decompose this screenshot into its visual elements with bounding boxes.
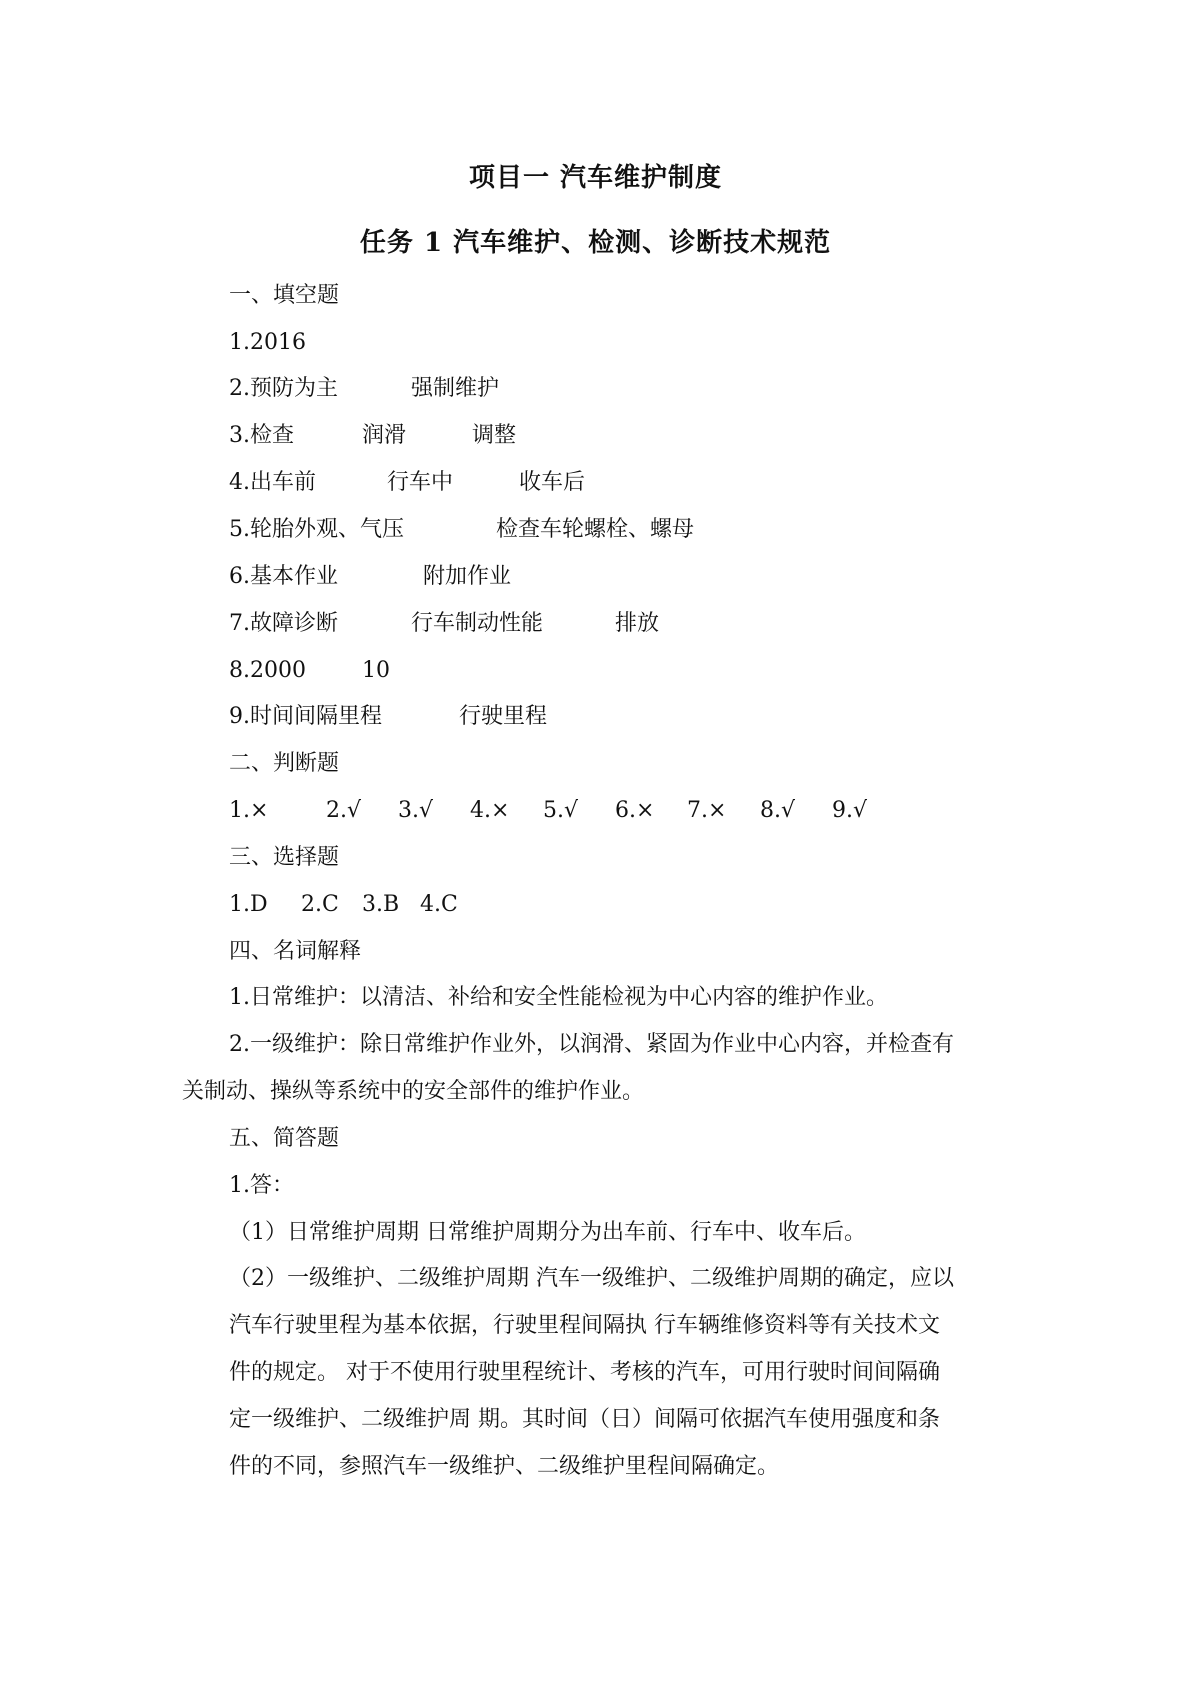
fill-in-answer-7-part-1: 7.故障诊断 bbox=[229, 611, 338, 636]
fill-in-answer-4-part-2: 行车中 bbox=[387, 470, 454, 495]
term-definition-2-line-2: 关制动、操纵等系统中的安全部件的维护作业。 bbox=[182, 1079, 645, 1104]
answer-paragraph-2-line-2: 汽车行驶里程为基本依据，行驶里程间隔执 行车辆维修资料等有关技术文 bbox=[229, 1313, 940, 1338]
answer-paragraph-2-line-1: （2）一级维护、二级维护周期 汽车一级维护、二级维护周期的确定，应以 bbox=[229, 1266, 954, 1291]
term-definition-1: 1.日常维护：以清洁、补给和安全性能检视为中心内容的维护作业。 bbox=[229, 985, 888, 1010]
fill-in-answer-3-part-3: 调整 bbox=[472, 423, 517, 448]
choice-answer-3: 3.B bbox=[362, 892, 400, 917]
section-heading-fill-in: 一、填空题 bbox=[229, 283, 340, 308]
fill-in-answer-5-part-2: 检查车轮螺栓、螺母 bbox=[496, 517, 695, 542]
true-false-answer-9: 9.√ bbox=[832, 798, 868, 823]
true-false-answer-6: 6.× bbox=[615, 798, 655, 823]
true-false-answer-3: 3.√ bbox=[398, 798, 434, 823]
fill-in-answer-5-part-1: 5.轮胎外观、气压 bbox=[229, 517, 404, 542]
section-heading-terms: 四、名词解释 bbox=[229, 939, 362, 964]
true-false-answer-8: 8.√ bbox=[760, 798, 796, 823]
fill-in-answer-1 bbox=[229, 328, 306, 358]
true-false-answer-1: 1.× bbox=[229, 798, 269, 823]
fill-in-answer-4-part-1: 4.出车前 bbox=[229, 470, 316, 495]
fill-in-answer-7-part-3: 排放 bbox=[615, 611, 660, 636]
fill-in-answer-8-part-2: 10 bbox=[362, 658, 390, 683]
choice-answer-1: 1.D bbox=[229, 892, 268, 917]
fill-in-answer-9-part-2: 行驶里程 bbox=[459, 704, 548, 729]
term-definition-2-line-1: 2.一级维护：除日常维护作业外，以润滑、紧固为作业中心内容，并检查有 bbox=[229, 1032, 954, 1057]
section-heading-true-false: 二、判断题 bbox=[229, 751, 340, 776]
answer-paragraph-1: （1）日常维护周期 日常维护周期分为出车前、行车中、收车后。 bbox=[229, 1220, 866, 1245]
fill-in-answer-6-part-1: 6.基本作业 bbox=[229, 564, 338, 589]
answer-paragraph-2-line-4: 定一级维护、二级维护周 期。其时间（日）间隔可依据汽车使用强度和条 bbox=[229, 1407, 940, 1432]
answer-paragraph-2-line-3: 件的规定。 对于不使用行驶里程统计、考核的汽车，可用行驶时间间隔确 bbox=[229, 1360, 940, 1385]
section-heading-short-answer: 五、简答题 bbox=[229, 1126, 340, 1151]
true-false-answer-5: 5.√ bbox=[543, 798, 579, 823]
choice-answer-2: 2.C bbox=[301, 892, 339, 917]
answer-label: 1.答： bbox=[229, 1173, 294, 1198]
fill-in-answer-2-part-1: 2.预防为主 bbox=[229, 376, 338, 401]
fill-in-answer-8-part-1: 8.2000 bbox=[229, 658, 306, 683]
true-false-answer-2: 2.√ bbox=[326, 798, 362, 823]
fill-in-answer-4-part-3: 收车后 bbox=[519, 470, 586, 495]
true-false-answer-7: 7.× bbox=[687, 798, 727, 823]
subtitle: 任务 1 汽车维护、检测、诊断技术规范 bbox=[359, 228, 832, 258]
choice-answer-4: 4.C bbox=[420, 892, 458, 917]
section-heading-choice: 三、选择题 bbox=[229, 845, 340, 870]
fill-in-answer-3-part-2: 润滑 bbox=[362, 423, 407, 448]
main-title: 项目一 汽车维护制度 bbox=[468, 163, 723, 193]
fill-in-answer-2-part-2: 强制维护 bbox=[411, 376, 500, 401]
answer-paragraph-2-line-5: 件的不同，参照汽车一级维护、二级维护里程间隔确定。 bbox=[229, 1454, 780, 1479]
true-false-answer-4: 4.× bbox=[470, 798, 510, 823]
fill-in-answer-9-part-1: 9.时间间隔里程 bbox=[229, 704, 382, 729]
fill-in-answer-7-part-2: 行车制动性能 bbox=[411, 611, 544, 636]
fill-in-answer-1-part-1: 1.2016 bbox=[229, 330, 306, 355]
fill-in-answer-6-part-2: 附加作业 bbox=[423, 564, 512, 589]
fill-in-answer-3-part-1: 3.检查 bbox=[229, 423, 294, 448]
